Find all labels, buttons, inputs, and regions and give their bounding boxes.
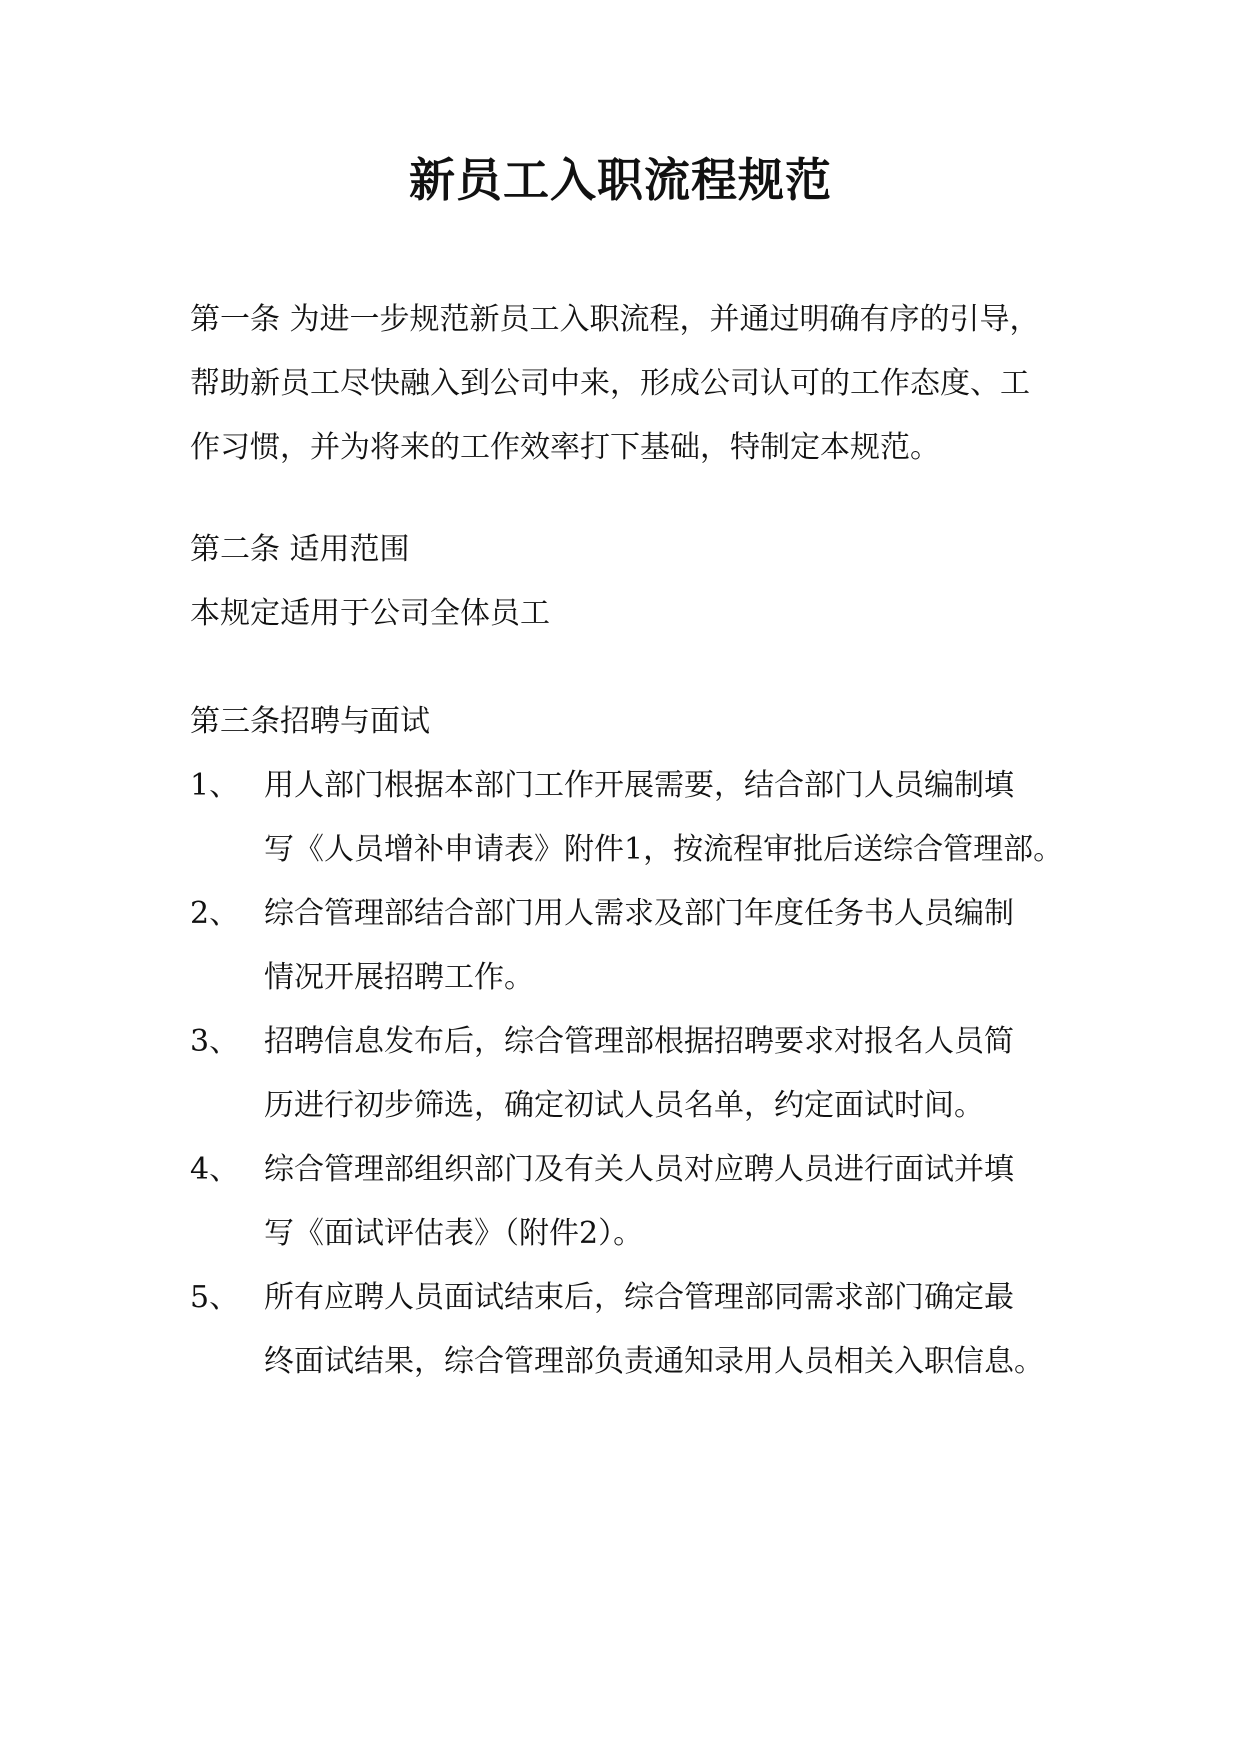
list-item-line: 招聘信息发布后，综合管理部根据招聘要求对报名人员简: [264, 1024, 1014, 1059]
list-item-line: 情况开展招聘工作。: [264, 960, 534, 995]
list-item-line: 写《人员增补申请表》附件1，按流程审批后送综合管理部。: [264, 832, 1064, 867]
document-title: 新员工入职流程规范: [409, 153, 832, 207]
list-item-text: [264, 1138, 1014, 1266]
article-1: [190, 288, 1060, 480]
article-1-line: 作习惯，并为将来的工作效率打下基础，特制定本规范。: [190, 430, 940, 465]
article-3-heading-text: 第三条招聘与面试: [190, 704, 430, 739]
list-item-number: 1、: [190, 768, 240, 803]
article-1-line: 第一条 为进一步规范新员工入职流程，并通过明确有序的引导，: [190, 302, 1040, 337]
list-item-number: 3、: [190, 1024, 240, 1059]
list-item-line: 综合管理部组织部门及有关人员对应聘人员进行面试并填: [264, 1152, 1014, 1187]
list-item-line: 写《面试评估表》（附件2）。: [264, 1216, 644, 1251]
list-item-text: [264, 754, 1063, 882]
list-item-line: 综合管理部结合部门用人需求及部门年度任务书人员编制: [264, 896, 1014, 931]
list-item-text: [264, 882, 1014, 1010]
list-item-line: 终面试结果，综合管理部负责通知录用人员相关入职信息。: [264, 1344, 1044, 1379]
list-item-line: 历进行初步筛选，确定初试人员名单，约定面试时间。: [264, 1088, 984, 1123]
list-item-number: 4、: [190, 1152, 240, 1187]
list-item-number: 2、: [190, 896, 240, 931]
list-item-text: [264, 1010, 1014, 1138]
list-item-number: 5、: [190, 1280, 240, 1315]
article-2-heading: 第二条 适用范围: [190, 532, 410, 567]
article-2-body: 本规定适用于公司全体员工: [190, 596, 550, 631]
list-item-line: 所有应聘人员面试结束后，综合管理部同需求部门确定最: [264, 1280, 1014, 1315]
list-item-text: [264, 1266, 1044, 1394]
article-2: [190, 518, 1060, 646]
article-3-heading: [190, 690, 1060, 754]
article-1-line: 帮助新员工尽快融入到公司中来，形成公司认可的工作态度、工: [190, 366, 1030, 401]
list-item-line: 用人部门根据本部门工作开展需要，结合部门人员编制填: [264, 768, 1014, 803]
